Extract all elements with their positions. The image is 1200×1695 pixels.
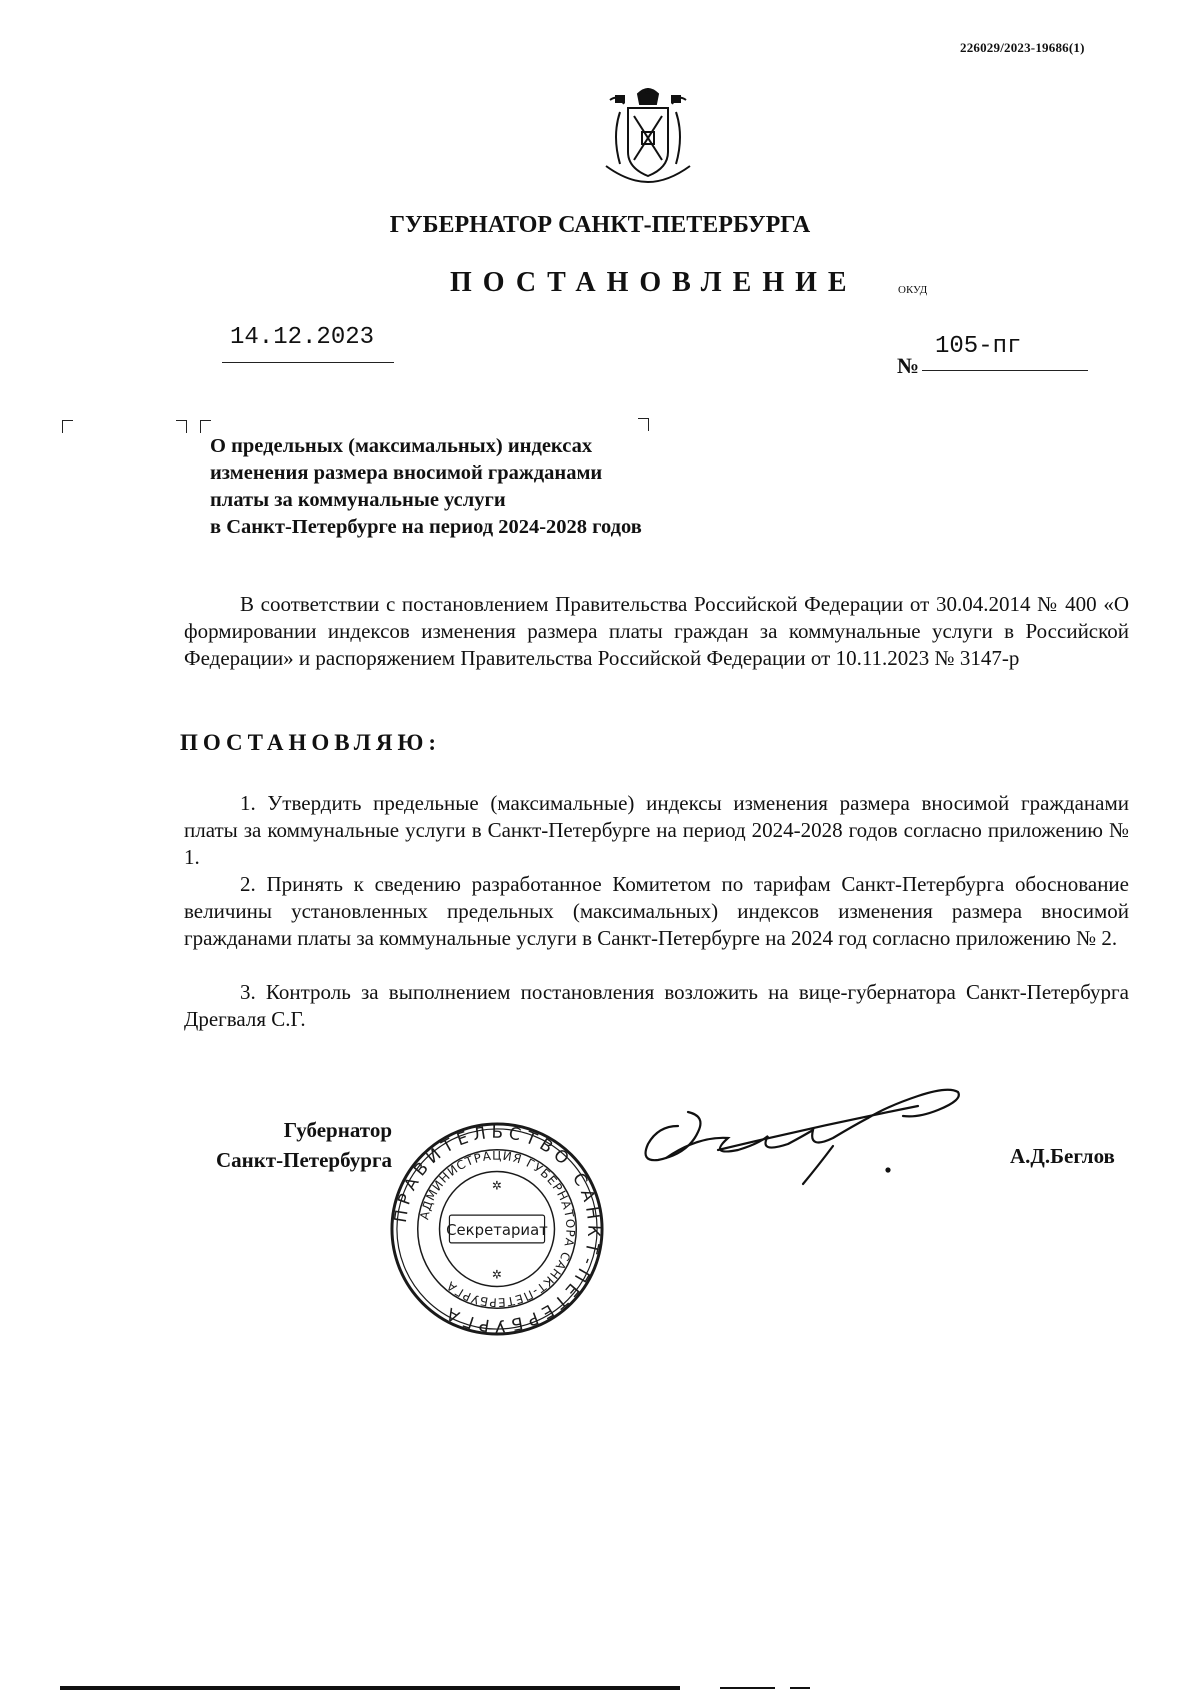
subject-line: изменения размера вносимой гражданами bbox=[210, 462, 603, 484]
subject-line: в Санкт-Петербурге на период 2024-2028 годов bbox=[210, 516, 642, 538]
document-subject bbox=[210, 433, 642, 541]
authority-title: ГУБЕРНАТОР САНКТ-ПЕТЕРБУРГА bbox=[389, 212, 811, 238]
okud-label: ОКУД bbox=[898, 284, 928, 296]
signer-title bbox=[160, 1115, 392, 1175]
registration-number: 226029/2023-19686(1) bbox=[960, 40, 1085, 55]
seal-inner-text: АДМИНИСТРАЦИЯ ГУБЕРНАТОРА САНКТ-ПЕТЕРБУРГА bbox=[417, 1148, 578, 1310]
signer-name: А.Д.Беглов bbox=[1010, 1144, 1115, 1168]
svg-text:✲: ✲ bbox=[492, 1178, 502, 1193]
date-underline bbox=[222, 362, 394, 363]
subject-corner-mark-left bbox=[200, 420, 211, 433]
resolve-heading: ПОСТАНОВЛЯЮ: bbox=[180, 730, 442, 755]
footer-scan-line bbox=[60, 1684, 860, 1692]
official-seal-icon bbox=[388, 1120, 606, 1338]
preamble-paragraph: В соответствии с постановлением Правительства Российской Федерации от 30.04.2014 № 400 «О формировании индексов изменения размера платы граждан за коммунальные услуги в Российской Федерации» и распоряжением Правительства Российской Федерации от 10.11.2023 № 3147-р bbox=[184, 592, 1129, 670]
seal-outer-text: ПРАВИТЕЛЬСТВО САНКТ-ПЕТЕРБУРГА bbox=[389, 1121, 605, 1337]
document-number: 105-пг bbox=[935, 333, 1022, 360]
signer-title-line: Санкт-Петербурга bbox=[215, 1148, 392, 1172]
coat-of-arms-icon bbox=[598, 86, 698, 186]
resolution-item-3: 3. Контроль за выполнением постановления возложить на вице-губернатора Санкт-Петербурга Дрегваля С.Г. bbox=[184, 980, 1129, 1031]
margin-corner-mark bbox=[62, 420, 73, 433]
resolution-item-2: 2. Принять к сведению разработанное Комитетом по тарифам Санкт-Петербурга обоснование величины установленных предельных (максимальных) индексов изменения размера вносимой гражданами платы за коммунальные услуги в Санкт-Петербурге на 2024 год согласно приложению № 2. bbox=[184, 872, 1129, 950]
signer-title-line: Губернатор bbox=[283, 1118, 392, 1142]
subject-line: О предельных (максимальных) индексах bbox=[210, 435, 593, 457]
document-date: 14.12.2023 bbox=[230, 324, 375, 351]
document-type-title: ПОСТАНОВЛЕНИЕ bbox=[450, 267, 858, 298]
signature-icon bbox=[618, 1066, 988, 1196]
number-underline bbox=[922, 370, 1088, 371]
resolution-item-1: 1. Утвердить предельные (максимальные) индексы изменения размера вносимой гражданами платы за коммунальные услуги в Санкт-Петербурге на период 2024-2028 годов согласно приложению № 1. bbox=[184, 791, 1129, 869]
number-sign: № bbox=[897, 353, 920, 378]
subject-line: платы за коммунальные услуги bbox=[210, 489, 506, 511]
subject-corner-mark-right bbox=[638, 418, 649, 431]
seal-center-text: Секретариат bbox=[446, 1220, 548, 1239]
svg-text:✲: ✲ bbox=[492, 1267, 502, 1282]
subject-corner-mark-left bbox=[176, 420, 187, 433]
